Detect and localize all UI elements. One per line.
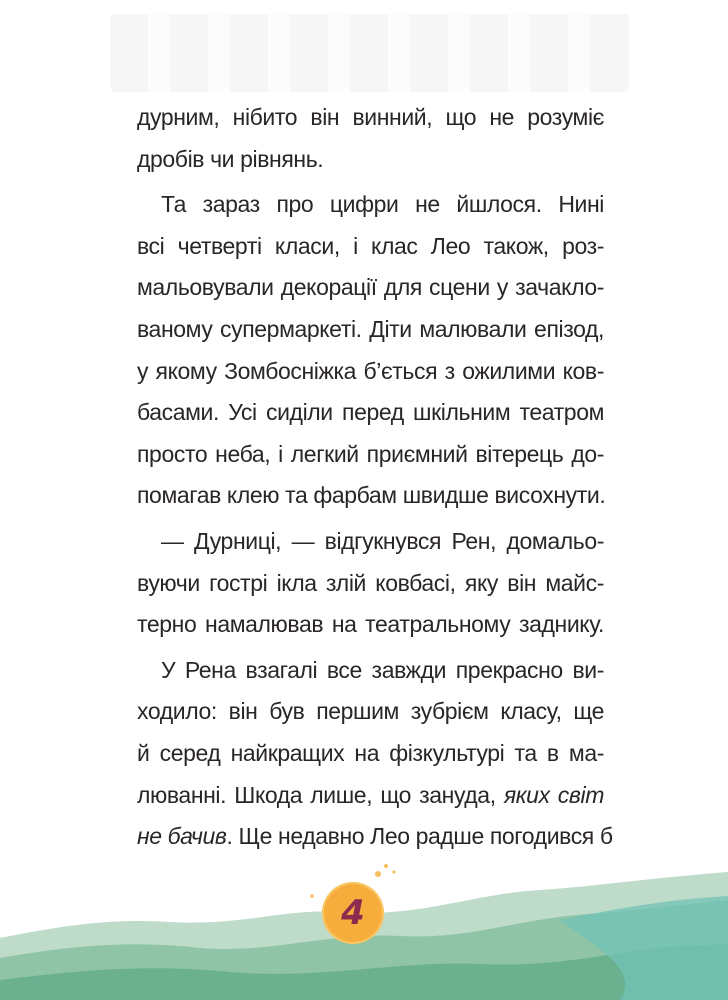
faded-header-decoration [110, 14, 630, 92]
sparkle-dot [310, 894, 314, 898]
text-line: дурним, нібито він винний, що не розуміє [137, 104, 604, 130]
text-line: дробів чи рівнянь. [137, 145, 324, 172]
text-line: й серед найкращих на фізкультурі та в ма- [137, 739, 604, 766]
text-line: помагав клею та фарбам швидше висохнути. [137, 482, 606, 509]
sparkle-dot [384, 864, 388, 868]
text-line: вуючи гострі ікла злій ковбасі, яку він майс- [137, 569, 604, 596]
italic-text-run: яких світ [503, 781, 604, 808]
body-text [137, 97, 613, 858]
text-line: ходило: він був першим зубрієм класу, ще [137, 698, 604, 725]
text-line: — Дурниці, — відгукнувся Рен, домальо- [161, 527, 604, 554]
text-line: ваному супермаркеті. Діти малювали епізод, [137, 315, 604, 342]
page-number-badge [322, 882, 384, 944]
text-run: люванні. Шкода лише, що зануда, [137, 781, 504, 808]
text-line: терно намалював на театральному заднику. [137, 611, 604, 638]
text-line: У Рена взагалі все завжди прекрасно ви- [161, 656, 604, 683]
sparkle-dot [392, 870, 395, 873]
text-line: у якому Зомбосніжка б’ється з ожилими ков- [137, 357, 604, 384]
text-line: Та зараз про цифри не йшлося. Нині [161, 191, 604, 218]
text-line: всі четверті класи, і клас Лео також, роз- [137, 232, 604, 259]
text-line [137, 816, 613, 858]
page-number: 4 [341, 893, 365, 933]
text-line: басами. Усі сиділи перед шкільним театром [137, 399, 604, 426]
text-line: просто неба, і легкий приємний вітерець до- [137, 440, 604, 467]
text-line [137, 775, 604, 817]
text-line: мальовували декорації для сцени у зачакло- [137, 274, 604, 301]
italic-text-run: не бачив [137, 823, 227, 850]
sparkle-dot [375, 871, 381, 877]
text-run: . Ще недавно Лео радше погодився б [226, 823, 613, 850]
